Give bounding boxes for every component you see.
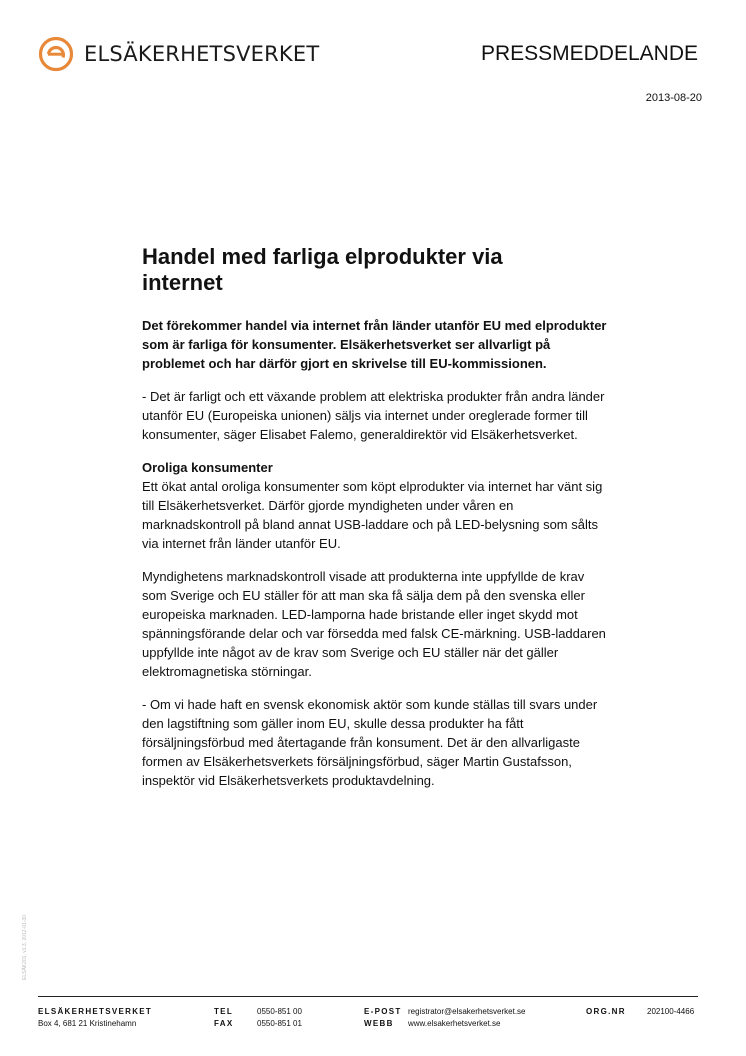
article-paragraph-1: - Det är farligt och ett växande problem att elektriska produkter från andra länder utanför EU (Europeiska unionen) säljs via internet under oreglerade former till konsumenter, säger Elisabet Falemo, generaldirektör vid Elsäkerhetsverket. — [142, 389, 605, 442]
article-paragraph-4: - Om vi hade haft en svensk ekonomisk aktör som kunde ställas till svars under den lagstiftning som gäller inom EU, skulle dessa produkter ha fått försäljningsförbud med återtagande från konsument. Det är den allvarligaste formen av Elsäkerhetsverkets försäljningsförbud, säger Martin Gustafsson, inspektör vid Elsäkerhetsverkets produktavdelning. — [142, 697, 598, 788]
footer-phone-values — [257, 1006, 302, 1030]
document-date: 2013-08-20 — [645, 92, 702, 104]
footer-orgnr: 202100-4466 — [647, 1007, 695, 1016]
footer-org-block — [38, 1006, 152, 1030]
footer-tel-label: TEL — [214, 1007, 234, 1016]
logo-text: ELSÄKERHETSVERKET — [84, 42, 320, 66]
footer-divider — [38, 996, 698, 997]
footer-fax-label: FAX — [214, 1019, 234, 1028]
article-title: Handel med farliga elprodukter via internet — [142, 244, 503, 295]
footer-orgnr-label-block — [586, 1006, 626, 1018]
footer-address: Box 4, 681 21 Kristinehamn — [38, 1019, 137, 1028]
template-code: ELSÄK201, v1.3, 2012-01-30 — [22, 914, 28, 980]
article-paragraph-3: Myndighetens marknadskontroll visade att produkterna inte uppfyllde de krav som Sverige och EU ställer för att man ska få sälja dem på den svenska eller europeiska marknaden. LED-lamporna hade bristande eller inget skydd mot spänningsförande delar och var försedda med falsk CE-märkning. USB-laddaren uppfyllde inte något av de krav som Sverige och EU ställer när det gäller elektromagnetiska störningar. — [142, 569, 606, 679]
footer-contact-labels — [364, 1006, 402, 1030]
footer-tel: 0550-851 00 — [257, 1007, 302, 1016]
article-paragraph-2: Ett ökat antal oroliga konsumenter som köpt elprodukter via internet har vänt sig till Elsäkerhetsverket. Därför gjorde myndigheten under våren en marknadskontroll på bland annat USB-laddare och på LED-belysning som sålts via internet från länder utanför EU. — [142, 479, 603, 551]
footer-orgnr-block — [647, 1006, 694, 1018]
article-subheading: Oroliga konsumenter — [142, 460, 273, 475]
document-type: PRESSMEDDELANDE — [480, 42, 698, 65]
footer-fax: 0550-851 01 — [257, 1019, 302, 1028]
footer-web[interactable]: www.elsakerhetsverket.se — [408, 1019, 501, 1028]
footer-email[interactable]: registrator@elsakerhetsverket.se — [408, 1007, 526, 1016]
elsakerhetsverket-logo-icon — [38, 36, 74, 72]
footer-orgnr-label: ORG.NR — [586, 1007, 626, 1016]
article-lead: Det förekommer handel via internet från länder utanför EU med elprodukter som är farliga för konsumenter. Elsäkerhetsverket ser allvarligt på problemet och har därför gjort en skrivelse till EU-kommissionen. — [142, 318, 607, 371]
article-section — [142, 458, 612, 553]
footer-web-label: WEBB — [364, 1019, 394, 1028]
article — [142, 244, 612, 804]
footer-contact-values — [408, 1006, 526, 1030]
footer-org-name: ELSÄKERHETSVERKET — [38, 1007, 153, 1016]
footer-email-label: E-POST — [364, 1007, 402, 1016]
footer-phone-labels — [214, 1006, 233, 1030]
logo — [38, 36, 319, 72]
